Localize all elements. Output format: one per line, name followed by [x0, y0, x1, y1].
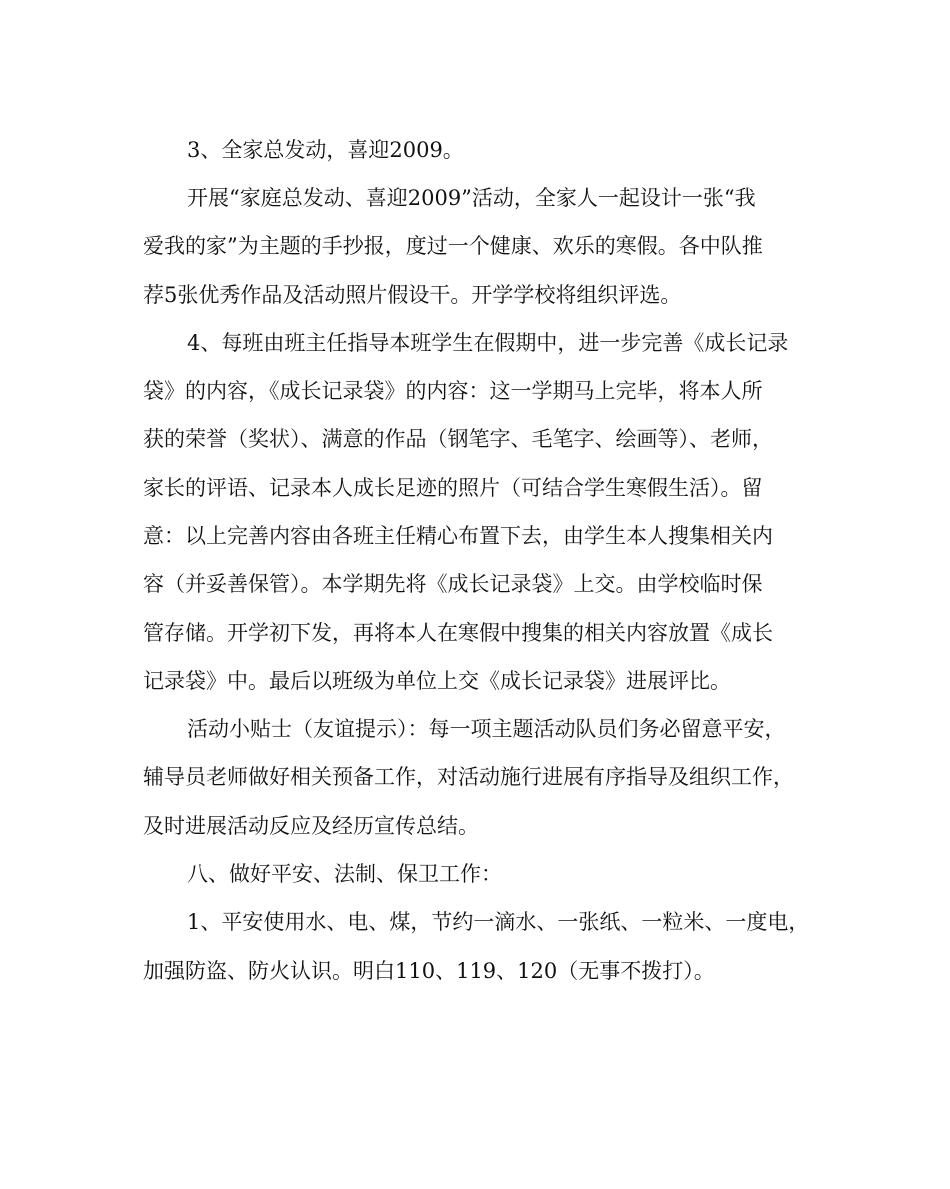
- text-line: 开展“家庭总发动、喜迎2009”活动，全家人一起设计一张“我: [187, 186, 756, 210]
- text-line: 及时进展活动反应及经历宣传总结。: [143, 814, 479, 838]
- text-line: 意：以上完善内容由各班主任精心布置下去，由学生本人搜集相关内: [143, 524, 773, 548]
- text-line: 爱我的家”为主题的手抄报，度过一个健康、欢乐的寒假。各中队推: [143, 234, 763, 258]
- text-line: 荐5张优秀作品及活动照片假设干。开学学校将组织评选。: [143, 283, 682, 307]
- text-line: 4、每班由班主任指导本班学生在假期中，进一步完善《成长记录: [187, 331, 789, 355]
- text-line: 获的荣誉（奖状）、满意的作品（钢笔字、毛笔字、绘画等）、老师，: [143, 427, 773, 451]
- text-line: 加强防盗、防火认识。明白110、119、120（无事不拨打）。: [143, 959, 715, 983]
- text-line: 1、平安使用水、电、煤，节约一滴水、一张纸、一粒米、一度电，: [187, 910, 810, 934]
- text-line: 袋》的内容，《成长记录袋》的内容：这一学期马上完毕，将本人所: [143, 379, 763, 403]
- text-line: 辅导员老师做好相关预备工作，对活动施行进展有序指导及组织工作，: [143, 765, 794, 789]
- text-line: 八、做好平安、法制、保卫工作：: [187, 862, 502, 886]
- text-line: 记录袋》中。最后以班级为单位上交《成长记录袋》进展评比。: [143, 669, 731, 693]
- text-line: 活动小贴士（友谊提示）：每一项主题活动队员们务必留意平安，: [187, 717, 786, 741]
- text-line: 容（并妥善保管）。本学期先将《成长记录袋》上交。由学校临时保: [143, 572, 763, 596]
- text-line: 3、全家总发动，喜迎2009。: [187, 138, 464, 162]
- text-line: 管存储。开学初下发，再将本人在寒假中搜集的相关内容放置《成长: [143, 621, 773, 645]
- text-line: 家长的评语、记录本人成长足迹的照片（可结合学生寒假生活）。留: [143, 476, 763, 500]
